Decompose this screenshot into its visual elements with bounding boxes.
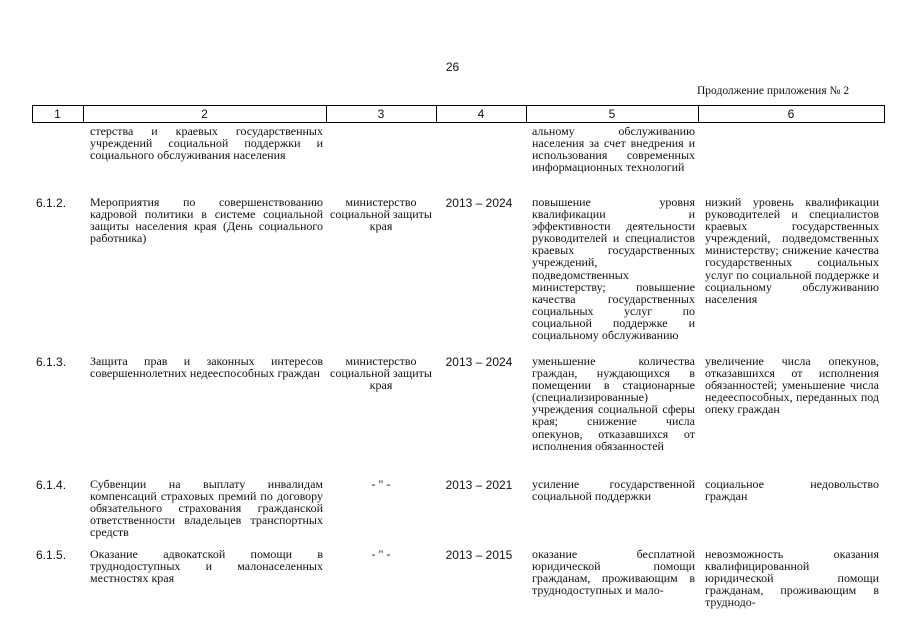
column-header-5: 5 <box>608 107 616 121</box>
non-implementation-consequence: низкий уровень квалификации руководителей и специалистов краевых государственных учреждений, подведомственных министерству; снижение качества государственных социальных услуг по социальной поддержке и социальному обслуживанию населения <box>705 195 879 306</box>
row-number: 6.1.4. <box>36 478 67 492</box>
column-header-2: 2 <box>201 107 208 121</box>
event-description: Оказание адвокатской помощи в труднодоступных и малонаселенных местностях края <box>90 547 323 586</box>
page-number: 26 <box>445 60 460 74</box>
implementation-period: 2013 – 2024 <box>445 196 513 210</box>
column-header-1: 1 <box>54 107 61 121</box>
row-number: 6.1.2. <box>36 196 67 210</box>
executor: - " - <box>371 547 391 561</box>
event-description: Субвенции на выплату инвалидам компенсаций страховых премий по договору обязательного страхования гражданской ответственности владельцев транспортных средств <box>90 477 323 540</box>
expected-result: усиление государственной социальной поддержки <box>532 477 695 504</box>
executor: - " - <box>371 477 391 491</box>
appendix-continuation-label: Продолжение приложения № 2 <box>697 85 850 97</box>
executor: министерство социальной защиты края <box>330 354 432 393</box>
non-implementation-consequence: социальное недовольство граждан <box>705 477 879 504</box>
column-divider <box>884 106 885 122</box>
non-implementation-consequence: увеличение числа опекунов, отказавшихся от исполнения обязанностей; уменьшение числа недееспособных, переданных под опеку граждан <box>705 354 879 417</box>
expected-result: уменьшение количества граждан, нуждающихся в помещении в стационарные (специализированные) учреждения социальной сферы края; снижение числа опекунов, отказавшихся от исполнения обязанностей <box>532 354 695 453</box>
expected-result: альному обслуживанию населения за счет внедрения и использования современных информационных технологий <box>532 124 695 175</box>
table-header-row <box>32 105 885 123</box>
column-header-4: 4 <box>477 107 485 121</box>
expected-result: повышение уровня квалификации и эффективности деятельности руководителей и специалистов краевых государственных учреждений, подведомственных министерству; повышение качества государственных социальных услуг по социальной поддержке и социальному обслуживанию <box>532 195 695 343</box>
expected-result: оказание бесплатной юридической помощи гражданам, проживающим в труднодоступных и мало- <box>532 547 695 598</box>
row-number: 6.1.5. <box>36 548 67 562</box>
column-header-3: 3 <box>377 107 385 121</box>
column-header-6: 6 <box>787 107 795 121</box>
row-number: 6.1.3. <box>36 355 67 369</box>
implementation-period: 2013 – 2021 <box>445 478 513 492</box>
non-implementation-consequence: невозможность оказания квалифицированной юридической помощи гражданам, проживающим в труднодо- <box>705 547 879 610</box>
event-description: Защита прав и законных интересов совершеннолетних недееспособных граждан <box>90 354 323 381</box>
implementation-period: 2013 – 2015 <box>445 548 513 562</box>
executor: министерство социальной защиты края <box>330 195 432 234</box>
event-description: Мероприятия по совершенствованию кадровой политики в системе социальной защиты населения края (День социального работника) <box>90 195 323 246</box>
event-description: стерства и краевых государственных учреждений социальной поддержки и социального обслуживания населения <box>90 124 323 163</box>
implementation-period: 2013 – 2024 <box>445 355 513 369</box>
